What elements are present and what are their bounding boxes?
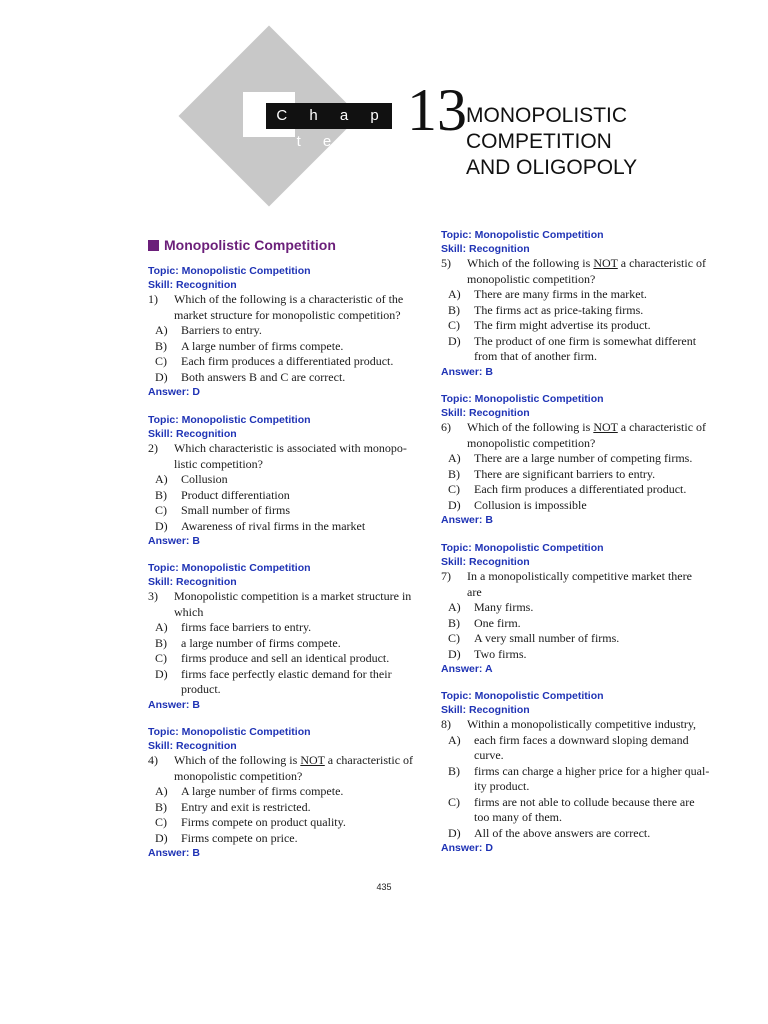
option-letter: D) (155, 830, 168, 845)
question-number: 3) (148, 589, 158, 603)
answer-option (441, 764, 723, 795)
answer-option (148, 831, 420, 847)
option-text: Firms compete on product quality. (181, 815, 346, 829)
question-number: 1) (148, 292, 158, 306)
option-letter: B) (448, 615, 460, 630)
section-heading (148, 237, 336, 253)
answer-option (441, 647, 723, 663)
option-text: Each firm produces a differentiated product. (181, 354, 394, 368)
chapter-title (466, 103, 637, 181)
option-letter: C) (155, 651, 167, 665)
question-block (148, 561, 420, 713)
question-block (148, 725, 420, 861)
answer-option (441, 795, 723, 826)
answer-option (148, 800, 420, 816)
stem-line: Which of the following is (174, 753, 301, 767)
stem-emphasis: NOT (300, 753, 325, 767)
option-text: A very small number of firms. (474, 631, 620, 645)
option-text: There are a large number of competing firms. (474, 451, 693, 465)
question-stem (148, 292, 420, 323)
question-topic: Topic: Monopolistic Competition (148, 562, 311, 574)
answer-key: Answer: D (441, 842, 493, 854)
option-letter: D) (448, 333, 461, 348)
stem-line: Which of the following is (467, 256, 594, 270)
option-text: firms can charge a higher price for a higher qual- (474, 763, 710, 778)
stem-line: a characteristic of (324, 753, 414, 767)
question-number: 2) (148, 441, 158, 455)
answer-option (441, 826, 723, 842)
option-letter: A) (448, 287, 461, 301)
option-letter: A) (448, 732, 461, 747)
stem-line: Which of the following is (467, 420, 594, 434)
answer-option (148, 339, 420, 355)
option-letter: B) (448, 466, 460, 481)
answer-option (441, 303, 723, 319)
option-text: each firm faces a downward sloping demand (474, 732, 689, 747)
stem-line: Within a monopolistically competitive industry, (467, 717, 697, 731)
option-text: Collusion (181, 472, 228, 486)
answer-option (148, 503, 420, 519)
answer-key: Answer: B (148, 698, 200, 711)
option-text: too many of them. (474, 810, 562, 824)
question-block (441, 228, 723, 380)
answer-option (441, 287, 723, 303)
stem-line: Which of the following is a characteristic of the (174, 292, 404, 306)
chapter-title-line: MONOPOLISTIC (466, 104, 628, 127)
option-letter: B) (448, 763, 460, 778)
stem-line: monopolistic competition? (467, 271, 596, 286)
option-letter: A) (448, 451, 461, 465)
answer-option (441, 733, 723, 764)
option-text: Many firms. (474, 600, 534, 614)
option-letter: B) (155, 635, 167, 650)
question-number: 4) (148, 753, 158, 767)
answer-option (148, 370, 420, 386)
question-block (441, 541, 723, 677)
option-letter: C) (155, 503, 167, 517)
stem-line: market structure for monopolistic competition? (174, 307, 401, 322)
question-skill: Skill: Recognition (148, 576, 237, 588)
question-skill: Skill: Recognition (148, 279, 237, 291)
option-letter: D) (448, 497, 461, 512)
answer-option (441, 600, 723, 616)
option-text: from that of another firm. (474, 349, 597, 363)
question-skill: Skill: Recognition (441, 704, 530, 716)
page-number: 435 (376, 882, 392, 892)
option-text: The product of one firm is somewhat different (474, 333, 697, 348)
answer-option (148, 667, 420, 698)
answer-key: Answer: B (148, 847, 200, 859)
answer-option (441, 631, 723, 647)
answer-key: Answer: B (441, 365, 493, 378)
question-number: 8) (441, 717, 451, 731)
answer-option (148, 620, 420, 636)
option-text: Each firm produces a differentiated product. (474, 482, 687, 496)
option-text: Two firms. (474, 646, 527, 661)
question-skill: Skill: Recognition (148, 740, 237, 752)
option-text: Collusion is impossible (474, 497, 587, 512)
question-block (148, 413, 420, 549)
question-skill: Skill: Recognition (148, 428, 237, 440)
stem-emphasis: NOT (593, 256, 618, 270)
stem-line: which (174, 604, 204, 619)
answer-key: Answer: A (441, 663, 493, 675)
option-letter: D) (155, 666, 168, 681)
chapter-label: C h a p t e r (266, 103, 392, 129)
option-text: Entry and exit is restricted. (181, 799, 311, 814)
stem-line: a characteristic of (617, 256, 707, 270)
section-title: Monopolistic Competition (164, 237, 336, 253)
option-letter: A) (155, 472, 168, 486)
option-letter: B) (155, 338, 167, 353)
option-text: Awareness of rival firms in the market (181, 518, 366, 533)
question-stem (148, 753, 420, 784)
answer-option (148, 354, 420, 370)
chapter-header (0, 0, 768, 200)
option-letter: D) (155, 518, 168, 533)
option-text: There are many firms in the market. (474, 287, 647, 301)
answer-option (148, 472, 420, 488)
question-stem (441, 256, 723, 287)
option-letter: C) (155, 815, 167, 829)
question-stem (148, 589, 420, 620)
answer-option (148, 651, 420, 667)
stem-emphasis: NOT (593, 420, 618, 434)
stem-line: Monopolistic competition is a market structure in (174, 589, 412, 603)
option-letter: A) (448, 600, 461, 614)
answer-option (148, 323, 420, 339)
option-letter: C) (448, 794, 460, 809)
answer-option (148, 519, 420, 535)
option-letter: D) (448, 646, 461, 661)
option-letter: C) (448, 482, 460, 496)
option-letter: D) (448, 825, 461, 840)
question-topic: Topic: Monopolistic Competition (441, 690, 604, 702)
question-number: 6) (441, 420, 451, 434)
option-letter: A) (155, 620, 168, 634)
option-text: A large number of firms compete. (181, 338, 344, 353)
stem-line: monopolistic competition? (174, 768, 303, 783)
answer-option (148, 488, 420, 504)
option-text: firms are not able to collude because there are (474, 794, 695, 809)
option-text: curve. (474, 748, 504, 762)
answer-option (441, 467, 723, 483)
chapter-title-line: COMPETITION (466, 130, 612, 153)
question-skill: Skill: Recognition (441, 407, 530, 419)
option-letter: B) (155, 487, 167, 502)
answer-option (441, 482, 723, 498)
option-letter: C) (155, 354, 167, 368)
option-text: firms face perfectly elastic demand for their (181, 666, 392, 681)
stem-line: listic competition? (174, 456, 263, 471)
option-text: firms produce and sell an identical product. (181, 651, 390, 665)
chapter-title-line: AND OLIGOPOLY (466, 156, 638, 179)
option-text: firms face barriers to entry. (181, 620, 312, 634)
question-topic: Topic: Monopolistic Competition (148, 414, 311, 426)
option-letter: A) (155, 784, 168, 798)
option-letter: B) (155, 799, 167, 814)
stem-line: Which characteristic is associated with monopo- (174, 441, 407, 455)
answer-option (148, 784, 420, 800)
answer-option (441, 616, 723, 632)
chapter-number: 13 (407, 77, 467, 143)
answer-option (441, 334, 723, 365)
question-topic: Topic: Monopolistic Competition (148, 265, 311, 277)
option-text: There are significant barriers to entry. (474, 466, 656, 481)
option-letter: C) (448, 318, 460, 332)
option-text: a large number of firms compete. (181, 635, 341, 650)
question-skill: Skill: Recognition (441, 243, 530, 255)
answer-key: Answer: B (148, 535, 200, 547)
question-topic: Topic: Monopolistic Competition (441, 229, 604, 241)
option-text: A large number of firms compete. (181, 784, 344, 798)
option-letter: B) (448, 302, 460, 317)
option-text: Both answers B and C are correct. (181, 369, 346, 384)
answer-option (441, 318, 723, 334)
question-block (148, 264, 420, 400)
option-text: ity product. (474, 779, 530, 793)
question-topic: Topic: Monopolistic Competition (441, 393, 604, 405)
question-number: 7) (441, 569, 451, 583)
stem-line: a characteristic of (617, 420, 707, 434)
option-letter: C) (448, 631, 460, 645)
option-text: Firms compete on price. (181, 830, 298, 845)
question-stem (441, 420, 723, 451)
answer-option (441, 451, 723, 467)
answer-key: Answer: D (148, 386, 200, 398)
option-text: product. (181, 682, 221, 696)
question-topic: Topic: Monopolistic Competition (148, 726, 311, 738)
option-text: Small number of firms (181, 503, 290, 517)
question-stem (148, 441, 420, 472)
option-letter: A) (155, 323, 168, 337)
question-block (441, 689, 723, 856)
question-block (441, 392, 723, 528)
option-text: The firm might advertise its product. (474, 318, 651, 332)
option-text: Barriers to entry. (181, 323, 262, 337)
question-stem (441, 717, 723, 733)
answer-option (148, 815, 420, 831)
option-text: All of the above answers are correct. (474, 825, 651, 840)
stem-line: monopolistic competition? (467, 435, 596, 450)
question-topic: Topic: Monopolistic Competition (441, 542, 604, 554)
section-bullet-icon (148, 240, 159, 251)
answer-option (441, 498, 723, 514)
stem-line: In a monopolistically competitive market there (467, 569, 692, 583)
option-text: One firm. (474, 615, 521, 630)
option-letter: D) (155, 369, 168, 384)
question-stem (441, 569, 723, 600)
answer-key: Answer: B (441, 514, 493, 526)
answer-option (148, 636, 420, 652)
option-text: The firms act as price-taking firms. (474, 302, 644, 317)
stem-line: are (467, 584, 482, 599)
question-skill: Skill: Recognition (441, 556, 530, 568)
option-text: Product differentiation (181, 487, 290, 502)
question-number: 5) (441, 256, 451, 270)
